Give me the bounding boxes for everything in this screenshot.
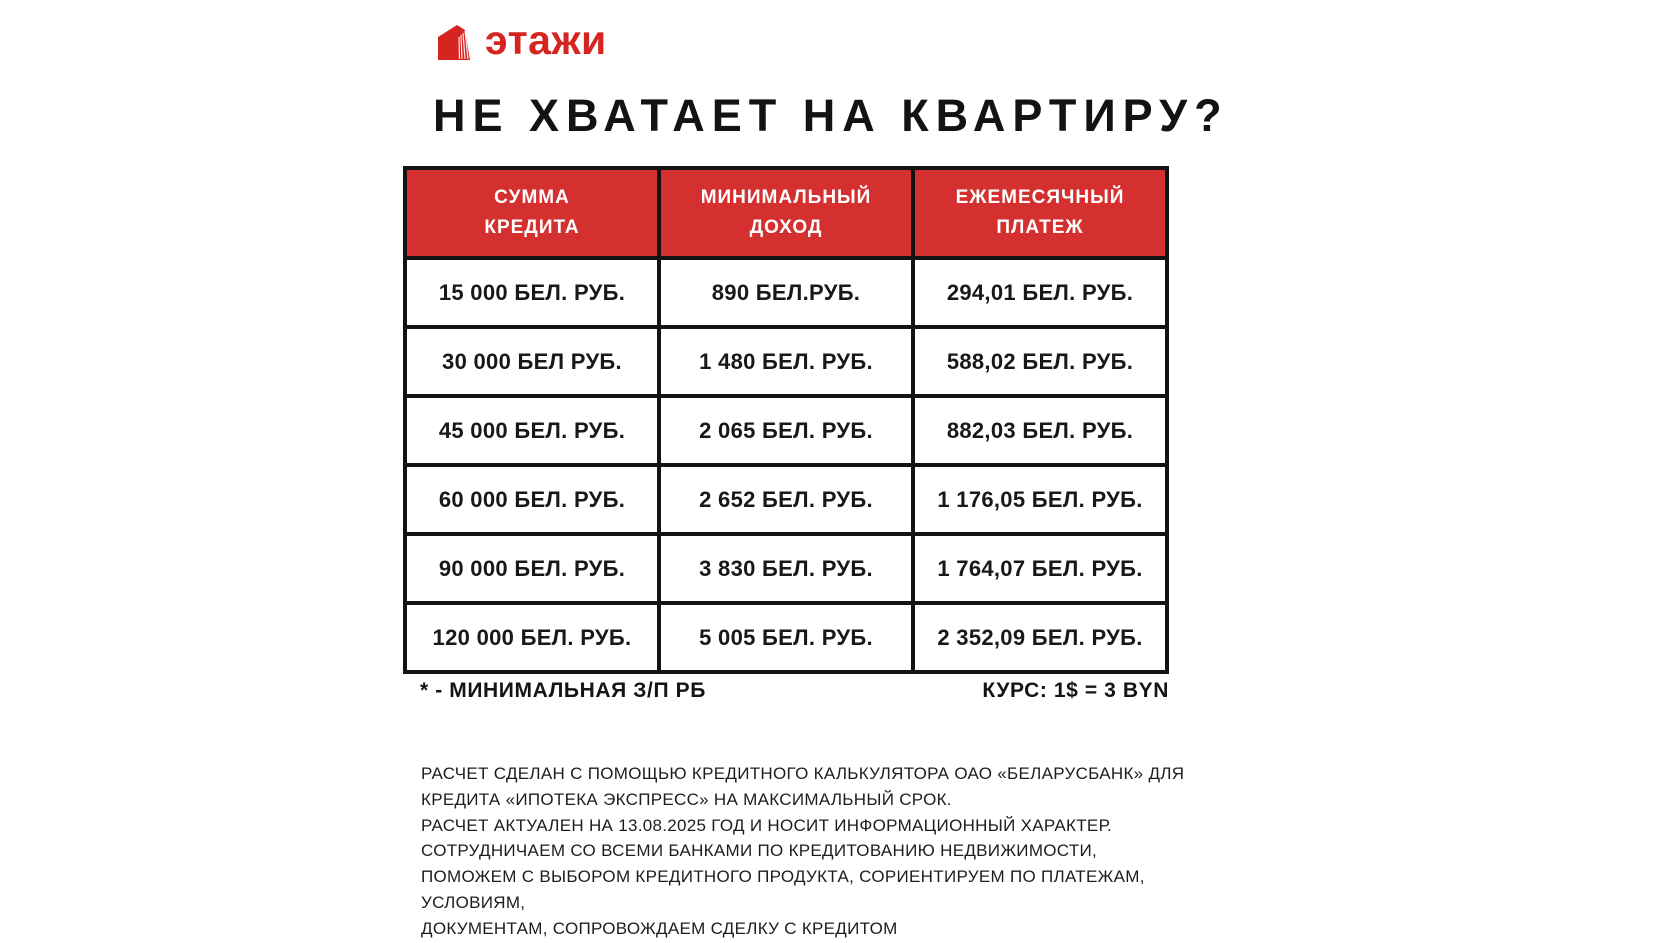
cell-payment: 294,01 БЕЛ. РУБ.: [913, 258, 1167, 327]
cell-income: 5 005 БЕЛ. РУБ.: [659, 603, 913, 672]
etazhi-logo: [434, 17, 607, 65]
cell-credit: 45 000 БЕЛ. РУБ.: [405, 396, 659, 465]
logo-wordmark: этажи: [485, 17, 607, 63]
cell-income: 1 480 БЕЛ. РУБ.: [659, 327, 913, 396]
credit-table: [403, 166, 1169, 674]
cell-credit: 30 000 БЕЛ РУБ.: [405, 327, 659, 396]
col-header-line: ЕЖЕМЕСЯЧНЫЙ: [955, 186, 1125, 208]
cell-credit: 120 000 БЕЛ. РУБ.: [405, 603, 659, 672]
cell-income: 890 БЕЛ.РУБ.: [659, 258, 913, 327]
table-row: [405, 603, 1167, 672]
col-header-line: ДОХОД: [749, 217, 823, 238]
cell-payment: 1 764,07 БЕЛ. РУБ.: [913, 534, 1167, 603]
table-row: [405, 258, 1167, 327]
col-header-line: МИНИМАЛЬНЫЙ: [700, 186, 872, 208]
cell-credit: 90 000 БЕЛ. РУБ.: [405, 534, 659, 603]
cell-income: 2 065 БЕЛ. РУБ.: [659, 396, 913, 465]
table-row: [405, 327, 1167, 396]
cell-payment: 2 352,09 БЕЛ. РУБ.: [913, 603, 1167, 672]
footnote-row: [403, 679, 1169, 703]
col-header-min-income: [659, 168, 913, 258]
disclaimer-line: УСЛОВИЯМ,: [421, 892, 526, 912]
cell-income: 3 830 БЕЛ. РУБ.: [659, 534, 913, 603]
col-header-line: ПЛАТЕЖ: [996, 217, 1084, 238]
table-row: [405, 534, 1167, 603]
disclaimer-line: СОТРУДНИЧАЕМ СО ВСЕМИ БАНКАМИ ПО КРЕДИТОВАНИЮ НЕДВИЖИМОСТИ,: [421, 841, 1098, 861]
footnote-exchange-rate: КУРС: 1$ = 3 BYN: [982, 679, 1169, 702]
col-header-line: КРЕДИТА: [484, 217, 580, 238]
disclaimer-line: РАСЧЕТ СДЕЛАН С ПОМОЩЬЮ КРЕДИТНОГО КАЛЬКУЛЯТОРА ОАО «БЕЛАРУСБАНК» ДЛЯ: [421, 764, 1185, 783]
disclaimer-text: [421, 761, 1221, 942]
table-header-row: [405, 168, 1167, 258]
cell-payment: 588,02 БЕЛ. РУБ.: [913, 327, 1167, 396]
col-header-line: СУММА: [494, 186, 570, 208]
disclaimer-line: ПОМОЖЕМ С ВЫБОРОМ КРЕДИТНОГО ПРОДУКТА, СОРИЕНТИРУЕМ ПО ПЛАТЕЖАМ,: [421, 867, 1145, 887]
disclaimer-line: ДОКУМЕНТАМ, СОПРОВОЖДАЕМ СДЕЛКУ С КРЕДИТОМ: [421, 918, 898, 938]
table-row: [405, 396, 1167, 465]
col-header-credit-sum: [405, 168, 659, 258]
house-icon: [434, 22, 476, 64]
footnote-min-salary: * - МИНИМАЛЬНАЯ З/П РБ: [420, 679, 706, 702]
cell-income: 2 652 БЕЛ. РУБ.: [659, 465, 913, 534]
page-title: НЕ ХВАТАЕТ НА КВАРТИРУ?: [433, 90, 1229, 141]
cell-credit: 60 000 БЕЛ. РУБ.: [405, 465, 659, 534]
table-row: [405, 465, 1167, 534]
cell-payment: 1 176,05 БЕЛ. РУБ.: [913, 465, 1167, 534]
cell-credit: 15 000 БЕЛ. РУБ.: [405, 258, 659, 327]
col-header-monthly-payment: [913, 168, 1167, 258]
disclaimer-line: КРЕДИТА «ИПОТЕКА ЭКСПРЕСС» НА МАКСИМАЛЬНЫЙ СРОК.: [421, 789, 952, 809]
disclaimer-line: РАСЧЕТ АКТУАЛЕН НА 13.08.2025 ГОД И НОСИТ ИНФОРМАЦИОННЫЙ ХАРАКТЕР.: [421, 815, 1113, 835]
cell-payment: 882,03 БЕЛ. РУБ.: [913, 396, 1167, 465]
